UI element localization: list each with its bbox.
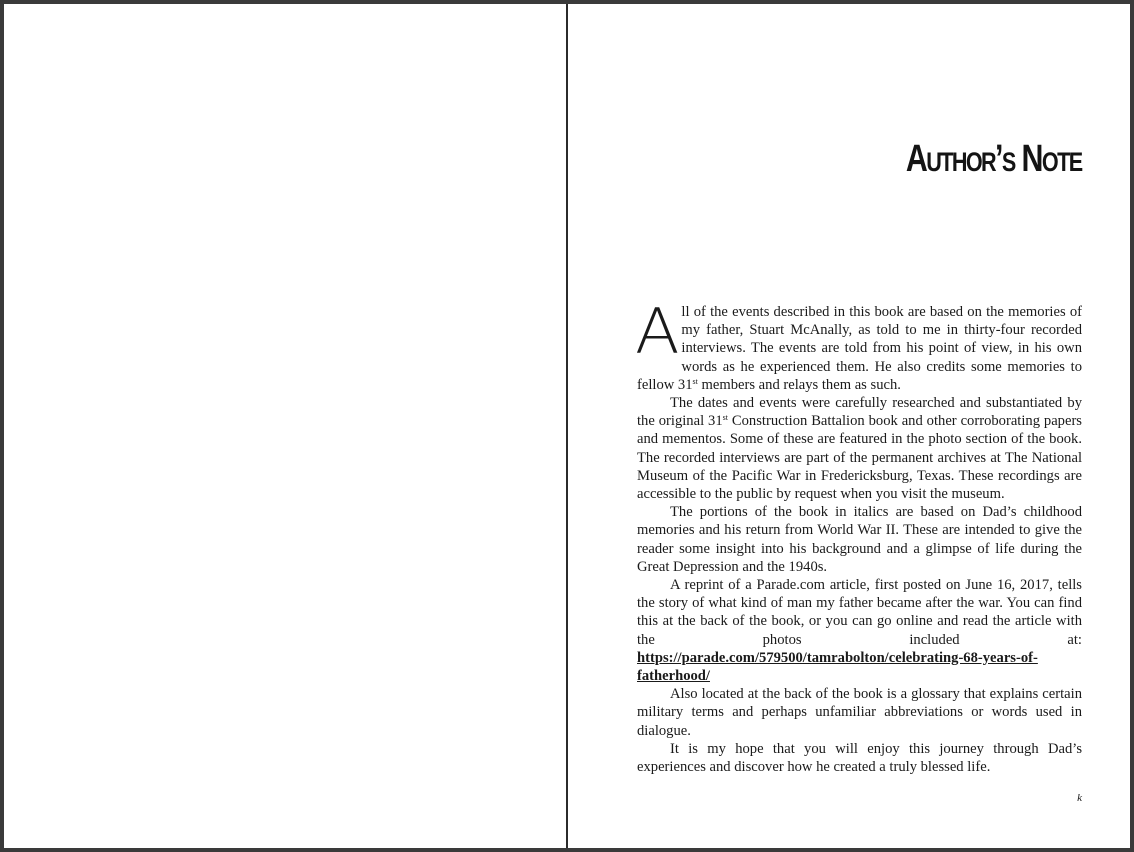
paragraph-2-tail: Construction Battalion book and other corroborating papers and mementos. Some of these are featured in the photo section of the book. The recorded interviews are part of the permanent archives at The National Museum of the Pacific War in Fredericksburg, Texas. These recordings are accessible to the public by request when you visit the museum.: [637, 413, 1082, 503]
parade-article-link[interactable]: https://parade.com/579500/tamrabolton/celebrating-68-years-of-fatherhood/: [637, 649, 1038, 685]
paragraph-2: [637, 394, 1082, 503]
paragraph-3: The portions of the book in italics are based on Dad’s childhood memories and his return from World War II. These are intended to give the reader some insight into his background and a glimpse of life during the Great Depression and the 1940s.: [637, 504, 1082, 575]
paragraph-6: It is my hope that you will enjoy this journey through Dad’s experiences and discover how he created a truly blessed life.: [637, 740, 1082, 776]
drop-cap-letter: A: [634, 295, 680, 368]
paragraph-5: Also located at the back of the book is a glossary that explains certain military terms and perhaps unfamiliar abbreviations or words used in dialogue.: [637, 686, 1082, 739]
chapter-title: Author’s Note: [906, 138, 1082, 180]
paragraph-1-tail: members and relays them as such.: [697, 376, 901, 393]
paragraph-2-lead: The dates and events were carefully researched and substantiated by the original 31: [637, 395, 1082, 430]
paragraph-1-lead: ll of the events described in this book are based on the memories of my father, Stuart McAnally, as told to me in thirty-four recorded interviews. The events are told from his point of view, in his own words as he experienced them. He also credits some memories to fellow 31: [637, 304, 1082, 393]
paragraph-1: [634, 295, 1082, 394]
paragraph-4-lead: A reprint of a Parade.com article, first posted on June 16, 2017, tells the story of what kind of man my father became after the war. You can find this at the back of the book, or you can go online and read the article with the photos included at:: [637, 577, 1082, 648]
paragraph-4: [637, 576, 1082, 685]
author-note-body: [634, 295, 1082, 776]
left-page-blank: [4, 4, 566, 848]
ordinal-suffix: st: [722, 413, 728, 423]
page-number: k: [1077, 792, 1082, 804]
ordinal-suffix: st: [692, 376, 698, 386]
right-page: [568, 4, 1130, 848]
